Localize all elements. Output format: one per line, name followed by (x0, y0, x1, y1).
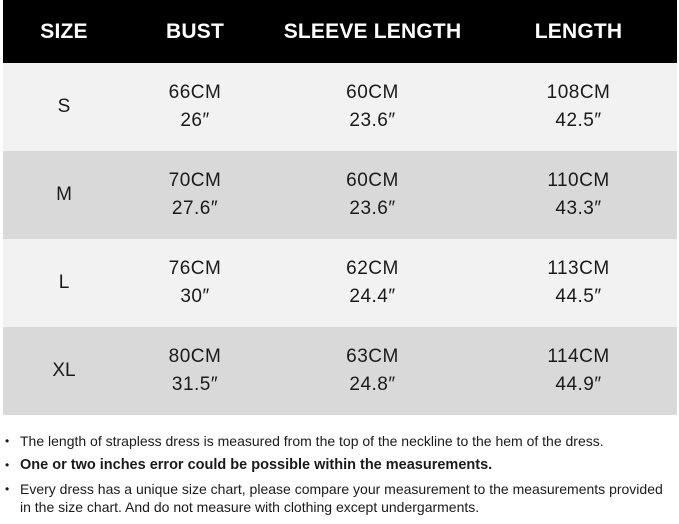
bust-in: 26″ (180, 110, 210, 131)
table-row (3, 63, 677, 151)
bust-cell (125, 255, 265, 311)
bullet-icon: • (5, 458, 10, 472)
table-row (3, 327, 677, 415)
bust-in: 31.5″ (171, 374, 219, 395)
header-length: LENGTH (534, 19, 623, 43)
length-in: 44.5″ (555, 286, 602, 307)
size-chart-table (3, 0, 677, 415)
size-label: M (56, 184, 72, 205)
sleeve-cm: 60CM (346, 82, 399, 103)
note-item (5, 456, 675, 474)
note-item (5, 432, 675, 450)
length-cm: 108CM (546, 82, 611, 103)
sleeve-cm: 60CM (346, 170, 399, 191)
sleeve-in: 23.6″ (349, 198, 396, 219)
bust-cm: 66CM (168, 82, 222, 103)
header-size: SIZE (40, 19, 88, 43)
sleeve-cm: 63CM (346, 346, 399, 367)
size-label: S (57, 96, 71, 117)
length-cm: 110CM (547, 170, 610, 191)
length-in: 42.5″ (555, 110, 602, 131)
bullet-icon: • (5, 482, 10, 496)
bust-cell (125, 79, 265, 135)
length-in: 43.3″ (555, 198, 602, 219)
header-bust: BUST (166, 19, 224, 43)
length-in: 44.9″ (555, 374, 602, 395)
bullet-icon: • (5, 434, 10, 448)
sleeve-cell (265, 255, 480, 311)
note-text: The length of strapless dress is measured from the top of the neckline to the hem of the dress. (20, 433, 604, 449)
bust-cm: 80CM (168, 346, 222, 367)
bust-cm: 70CM (168, 170, 222, 191)
sleeve-in: 24.8″ (349, 374, 396, 395)
sleeve-cell (265, 167, 480, 223)
sleeve-cell (265, 343, 480, 399)
bust-in: 30″ (180, 286, 210, 307)
bust-in: 27.6″ (171, 198, 219, 219)
size-label: L (58, 272, 70, 293)
bust-cell (125, 167, 265, 223)
bust-cm: 76CM (168, 258, 222, 279)
measurement-notes (5, 432, 675, 522)
length-cm: 114CM (547, 346, 610, 367)
sleeve-cell (265, 79, 480, 135)
table-row (3, 239, 677, 327)
note-text: One or two inches error could be possible within the measurements. (20, 457, 493, 473)
size-label: XL (52, 360, 76, 381)
length-cm: 113CM (547, 258, 610, 279)
table-row (3, 151, 677, 239)
length-cell (480, 167, 677, 223)
bust-cell (125, 343, 265, 399)
note-text: Every dress has a unique size chart, please compare your measurement to the measurements provided in the size chart. And do not measure with clothing except undergarments. (20, 481, 663, 515)
sleeve-cm: 62CM (346, 258, 399, 279)
length-cell (480, 255, 677, 311)
header-sleeve-length: SLEEVE LENGTH (283, 19, 462, 43)
length-cell (480, 79, 677, 135)
table-header-row (3, 0, 677, 63)
sleeve-in: 23.6″ (349, 110, 396, 131)
length-cell (480, 343, 677, 399)
note-item (5, 480, 675, 516)
sleeve-in: 24.4″ (349, 286, 396, 307)
